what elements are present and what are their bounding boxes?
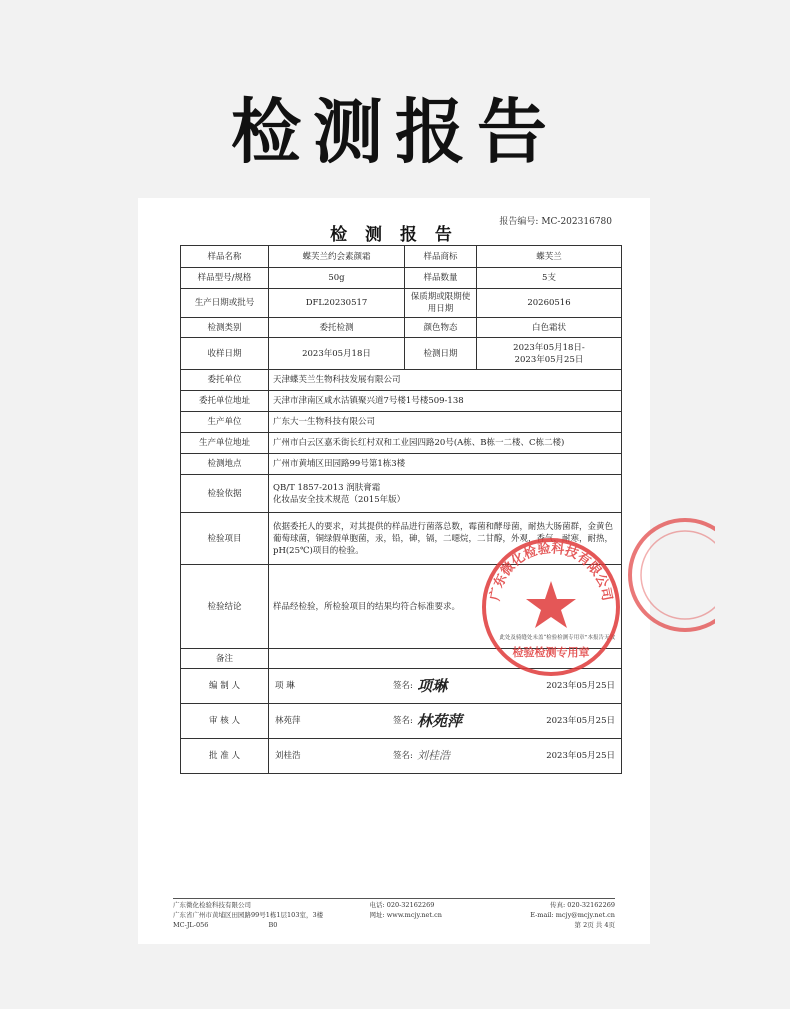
- cell-label: 检测类别: [181, 318, 269, 338]
- cell-label: 样品商标: [405, 246, 477, 268]
- document-title: 检 测 报 告: [330, 225, 458, 245]
- cell-label: 颜色物态: [405, 318, 477, 338]
- cell-label: 检测日期: [405, 338, 477, 370]
- cell-label: 检验项目: [181, 513, 269, 565]
- report-paper: [138, 198, 650, 944]
- cell-value: 蝶芙兰约会素颜霜: [269, 246, 405, 268]
- footer-website: 网址: www.mcjy.net.cn: [369, 911, 442, 919]
- table-row: [181, 391, 622, 412]
- table-row: [181, 739, 622, 774]
- sign-label: 签名:: [393, 681, 413, 691]
- signature-cell: [269, 669, 622, 704]
- table-row: [181, 338, 622, 370]
- cell-label: 检验依据: [181, 475, 269, 513]
- cell-label: 委托单位地址: [181, 391, 269, 412]
- footer-phone: 电话: 020-32162269: [369, 901, 435, 909]
- table-row: [181, 565, 622, 649]
- cell-value: 广州市白云区嘉禾街长红村双和工业园四路20号(A栋、B栋一二楼、C栋二楼): [269, 433, 622, 454]
- table-row: [181, 318, 622, 338]
- cell-label: 样品型号/规格: [181, 268, 269, 289]
- doc-code: MC-JL-056: [173, 921, 209, 929]
- table-row: [181, 454, 622, 475]
- cell-label: 检测地点: [181, 454, 269, 475]
- seal-arc-path: 广东微化检验科技有限公司: [487, 541, 615, 603]
- table-row: [181, 268, 622, 289]
- cell-value: DFL20230517: [269, 289, 405, 318]
- basis-line: QB/T 1857-2013 润肤膏霜: [273, 482, 381, 493]
- cell-value: [477, 338, 622, 370]
- cell-value: 2023年05月18日: [269, 338, 405, 370]
- cell-label: 生产日期或批号: [181, 289, 269, 318]
- sign-label: 签名:: [393, 716, 413, 726]
- footer-address: 广东省广州市黄埔区田园路99号1栋1层103室，3楼: [173, 911, 324, 919]
- seam-seal-inner: [641, 531, 715, 619]
- table-row: [181, 704, 622, 739]
- cell-value: 广州市黄埔区田园路99号第1栋3楼: [269, 454, 622, 475]
- signer-name: 项 琳: [275, 681, 295, 691]
- report-table: [180, 245, 622, 774]
- footer-fax: 传真: 020-32162269: [550, 901, 615, 909]
- handwritten-signature: 项琳: [417, 677, 448, 695]
- table-row: [181, 433, 622, 454]
- footer-row: [173, 910, 615, 920]
- footer-doc-code: [173, 920, 369, 930]
- cell-value: [269, 565, 622, 649]
- signature-role: 审 核 人: [181, 704, 269, 739]
- conclusion-note: 此处及骑缝处未盖“检验检测专用章”本报告无效: [499, 635, 615, 641]
- table-row: [181, 289, 622, 318]
- cell-label: 生产单位: [181, 412, 269, 433]
- cell-label: 收样日期: [181, 338, 269, 370]
- conclusion-text: 样品经检验，所检验项目的结果均符合标准要求。: [273, 601, 461, 612]
- cell-value: [269, 475, 622, 513]
- footer-company: 广东微化检验科技有限公司: [173, 901, 251, 909]
- basis-line: 化妆品安全技术规范（2015年版）: [273, 494, 406, 505]
- cell-value: [269, 649, 622, 669]
- cell-value: 依据委托人的要求，对其提供的样品进行菌落总数，霉菌和酵母菌，耐热大肠菌群，金黄色葡萄球菌，铜绿假单胞菌，汞，铅，砷，镉，二噁烷，二甘醇，外观，香气，耐寒，耐热，pH(25℃)项目的检验。: [269, 513, 622, 565]
- sign-date: 2023年05月25日: [546, 751, 615, 761]
- signature-role: 批 准 人: [181, 739, 269, 774]
- signature-role: 编 制 人: [181, 669, 269, 704]
- banner-title: 检测报告: [231, 91, 559, 173]
- cell-value: 50g: [269, 268, 405, 289]
- signer-name: 林苑萍: [275, 716, 301, 726]
- cell-label: 备注: [181, 649, 269, 669]
- doc-version: B0: [268, 921, 278, 929]
- cell-value: 天津蝶芙兰生物科技发展有限公司: [269, 370, 622, 391]
- signature-cell: [269, 739, 622, 774]
- footer-email: E-mail: mcjy@mcjy.net.cn: [530, 911, 615, 919]
- banner: [0, 0, 790, 200]
- cell-value: 白色霜状: [477, 318, 622, 338]
- cell-label: 样品名称: [181, 246, 269, 268]
- table-row: [181, 649, 622, 669]
- signer-name: 刘桂浩: [275, 751, 301, 761]
- document-footer: [173, 898, 615, 930]
- cell-label: 保质期或限期使用日期: [405, 289, 477, 318]
- cell-label: 委托单位: [181, 370, 269, 391]
- table-row: [181, 669, 622, 704]
- seal-sub-text: 检验检测专用章: [512, 646, 590, 659]
- test-date-start: 2023年05月18日-: [513, 342, 585, 353]
- handwritten-signature: 刘桂浩: [417, 749, 450, 762]
- table-row: [181, 246, 622, 268]
- table-row: [181, 475, 622, 513]
- footer-page: 第 2页 共 4页: [574, 921, 615, 929]
- cell-label: 样品数量: [405, 268, 477, 289]
- cell-value: 蝶芙兰: [477, 246, 622, 268]
- cell-value: 5支: [477, 268, 622, 289]
- table-row: [181, 513, 622, 565]
- cell-value: 20260516: [477, 289, 622, 318]
- cell-value: 广东大一生物科技有限公司: [269, 412, 622, 433]
- sign-date: 2023年05月25日: [546, 716, 615, 726]
- test-date-end: 2023年05月25日: [514, 354, 584, 365]
- report-number: 报告编号: MC-202316780: [499, 217, 612, 227]
- sign-label: 签名:: [393, 751, 413, 761]
- cell-value: 委托检测: [269, 318, 405, 338]
- table-row: [181, 412, 622, 433]
- cell-label: 生产单位地址: [181, 433, 269, 454]
- sign-date: 2023年05月25日: [546, 681, 615, 691]
- handwritten-signature: 林苑萍: [417, 712, 463, 730]
- footer-row: [173, 920, 615, 930]
- cell-label: 检验结论: [181, 565, 269, 649]
- table-row: [181, 370, 622, 391]
- cell-value: 天津市津南区咸水沽镇聚兴道7号楼1号楼509-138: [269, 391, 622, 412]
- signature-cell: [269, 704, 622, 739]
- footer-row: [173, 900, 615, 910]
